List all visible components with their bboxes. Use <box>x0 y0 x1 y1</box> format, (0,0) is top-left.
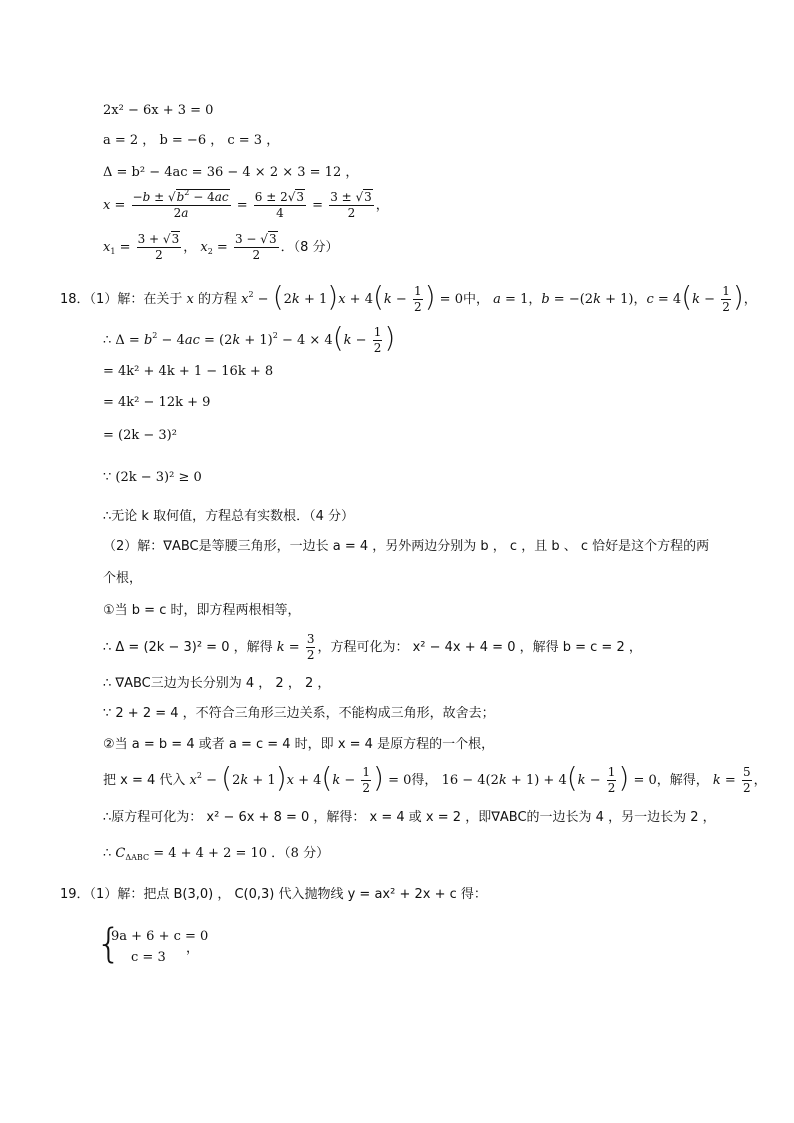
case1-solve-b: ，方程可化为： x² − 4x + 4 = 0 ，解得 b = c = 2 ， <box>317 640 642 655</box>
part2-statement-cont: 个根， <box>103 571 143 586</box>
part-intro: （1）解：在关于 <box>89 292 183 307</box>
score-label: （8 分） <box>293 240 339 255</box>
discriminant-line: Δ = b² − 4ac = 36 − 4 × 2 × 3 = 12 ， <box>103 165 359 180</box>
part-mid: 的方程 <box>197 292 237 307</box>
case1-solve-a: ∴ Δ = (2k − 3)² = 0 ，解得 <box>103 640 273 655</box>
system-eq-2: c = 3 <box>131 950 166 965</box>
expansion-line-3: = (2k − 3)² <box>103 428 177 443</box>
case2-sub-a: 把 x = 4 代入 <box>103 773 186 788</box>
case2-sub-c: ，解得， <box>656 773 709 788</box>
case2-sub-b: 得， <box>411 773 438 788</box>
question-18-part1: 18．（1）解：在关于 x 的方程 $x^2 - (2k + 1)x + 4(k$ − $\frac{1}{2}$ ) = 0中， a = 1，b = −(2k + 1)，c = 4(k − $\frac{1}{2}$ )， <box>60 280 757 314</box>
question-19-part1 <box>60 887 487 903</box>
part-zh: 中， <box>462 292 489 307</box>
case2-equation-line: ∴原方程可化为： x² − 6x + 8 = 0 ，解得： x = 4 或 x = 2 ，即∇ABC的一边长为 4 ，另一边长为 2 ， <box>103 810 716 825</box>
case1-triangle-inequality-line: ∵ 2 + 2 = 4 ，不符合三角形三边关系，不能构成三角形，故舍去； <box>103 706 495 721</box>
q19-statement: （1）解：把点 B(3,0) ， C(0,3) 代入抛物线 y = ax² + 2x + c 得： <box>89 887 487 902</box>
nonnegative-line: ∵ (2k − 3)² ≥ 0 <box>103 470 202 485</box>
case1-solve-line: ∴ Δ = (2k − 3)² = 0 ，解得 k = $\frac{3}{2}$ ，方程可化为： x² − 4x + 4 = 0 ，解得 b = c = 2 ， <box>103 632 642 662</box>
case2-heading: ②当 a = b = 4 或者 a = c = 4 时，即 x = 4 是原方程的一个根， <box>103 737 495 752</box>
case2-substitute-line: 把 x = 4 代入 $x^2 - (2k + 1)x + 4(k$ − $\frac{1}{2}$ ) = 0得， 16 − 4(2k + 1) + 4(k − $\frac{1}{2}$ ) = 0，解得， k = $\frac{5}{2}$ ， <box>103 761 767 795</box>
question-number: 18． <box>60 292 90 307</box>
case1-heading: ①当 b = c 时，即方程两根相等， <box>103 603 301 618</box>
root-formula-line: x = $\frac{-b \pm √b^2 - 4ac}{2a}$ = $\frac{6 \pm 2√3}{4}$ = $\frac{3 \pm √3}{2}$ ， <box>103 188 389 220</box>
expansion-line-1: = 4k² + 4k + 1 − 16k + 8 <box>103 364 274 379</box>
perimeter-line: ∴ $C_{\Delta ABC} = 4 + 4 + 2 = 10$ ．（8 分） <box>103 846 330 862</box>
part2-statement: （2）解：∇ABC是等腰三角形，一边长 a = 4 ，另外两边分别为 b ， c ，且 b 、 c 恰好是这个方程的两 <box>103 539 710 554</box>
roots-line: $x_1$ = $\frac{3 + √3}{2}$ ， $x_2$ = $\frac{3 - √3}{2}$ ．（8 分） <box>103 232 339 262</box>
conclusion-part1: ∴无论 k 取何值，方程总有实数根．（4 分） <box>103 509 354 524</box>
coefficients-line: a = 2 ， b = −6 ， c = 3 ， <box>103 133 280 148</box>
system-brace: { <box>96 921 122 967</box>
equation-line: 2x² − 6x + 3 = 0 <box>103 103 214 118</box>
question-number: 19． <box>60 887 90 902</box>
expansion-line-2: = 4k² − 12k + 9 <box>103 395 211 410</box>
case1-sides-line: ∴ ∇ABC三边为长分别为 4 ， 2 ， 2 ， <box>103 676 331 691</box>
perimeter-value: = 4 + 4 + 2 = 10 ．（8 分） <box>153 846 330 861</box>
delta-expression-line: ∴ $\Delta = b^2 - 4ac = (2k + 1)^2 - 4 \times 4(k$ − $\frac{1}{2}$ ) <box>103 321 396 355</box>
system-comma: ， <box>186 941 200 956</box>
system-eq-1: 9a + 6 + c = 0 <box>111 929 209 944</box>
